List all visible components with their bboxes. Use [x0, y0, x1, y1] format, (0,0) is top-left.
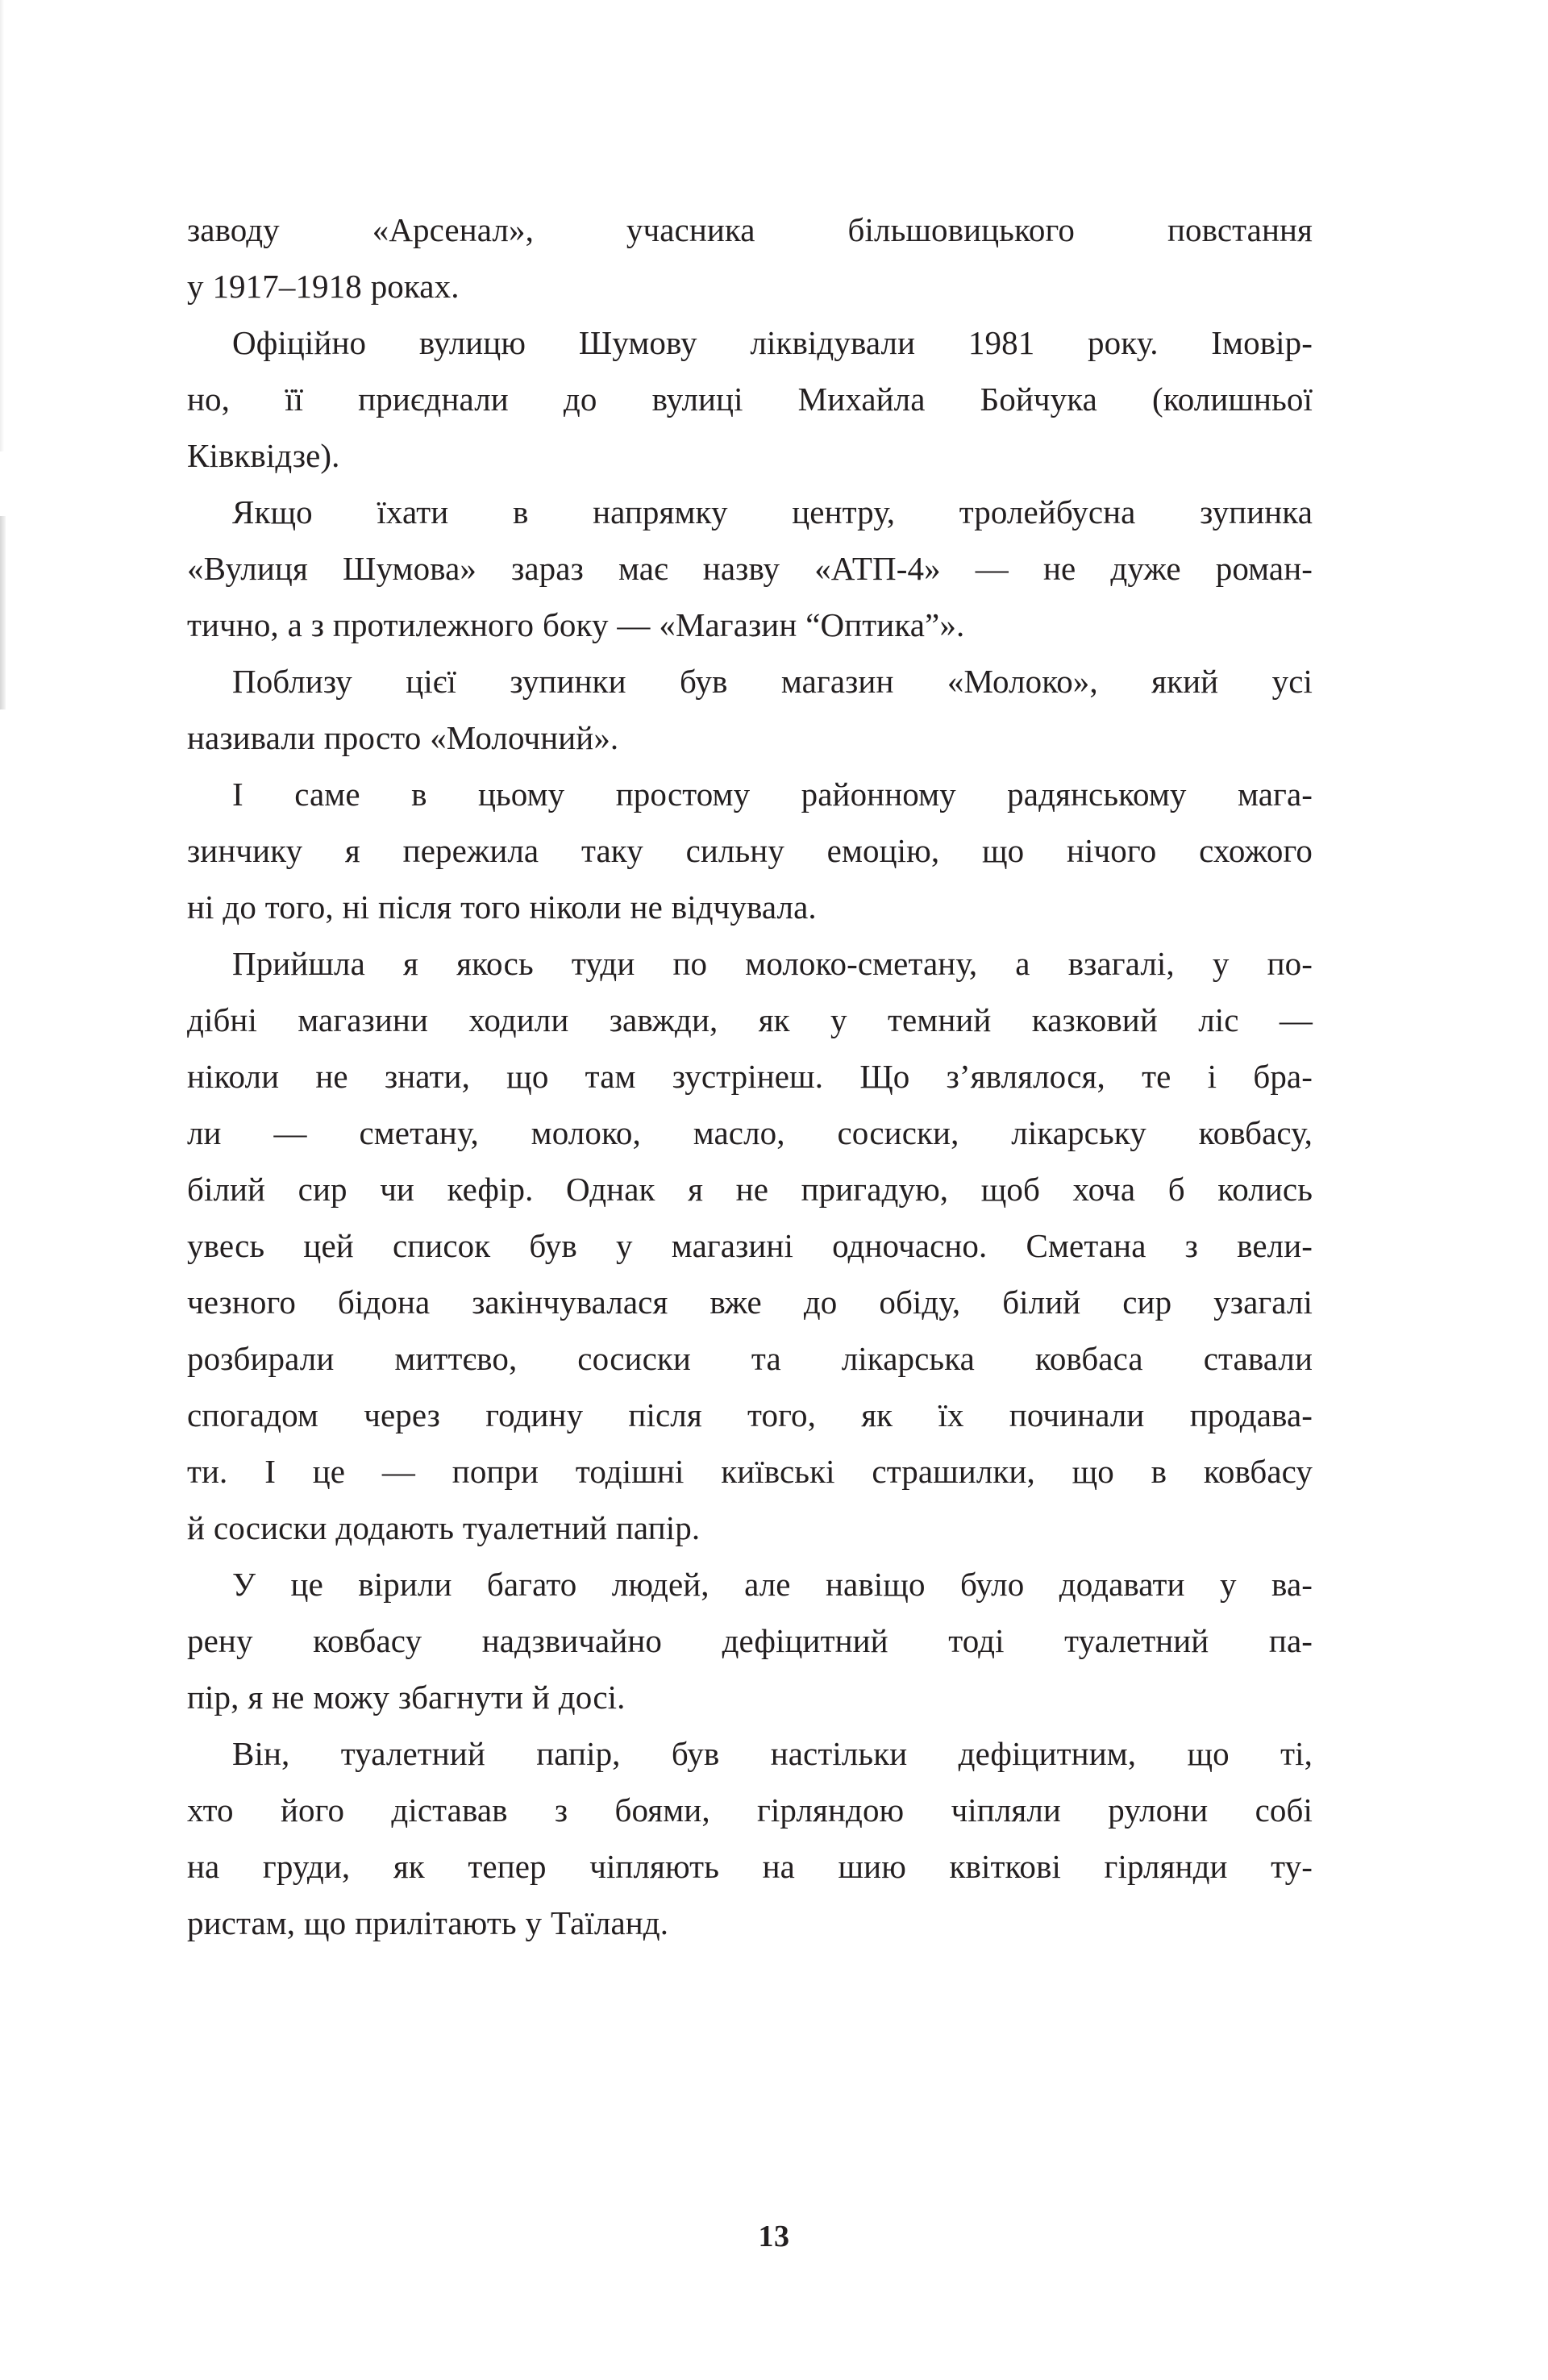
text-line: ристам, що прилітають у Таїланд.	[187, 1904, 669, 1941]
text-line: у 1917–1918 роках.	[187, 268, 460, 305]
text-line: Поблизу цієї зупинки був магазин «Молоко», який усі	[232, 663, 1313, 700]
text-line: У це вірили багато людей, але навіщо було додавати у ва-	[232, 1566, 1313, 1603]
text-line: рену ковбасу надзвичайно дефіцитний тоді туалетний па-	[187, 1622, 1313, 1659]
text-line: спогадом через годину після того, як їх починали продава-	[187, 1396, 1313, 1433]
text-line: чезного бідона закінчувалася вже до обіду, білий сир узагалі	[187, 1284, 1313, 1321]
page-text-body	[187, 202, 1313, 1951]
text-line: но, її приєднали до вулиці Михайла Бойчука (колишньої	[187, 381, 1313, 418]
text-line: Ківквідзе).	[187, 437, 340, 474]
paragraph	[187, 484, 1313, 653]
text-line: заводу «Арсенал», учасника більшовицького повстання	[187, 211, 1313, 248]
text-line: Прийшла я якось туди по молоко-сметану, а взагалі, у по-	[232, 945, 1313, 982]
text-line: І саме в цьому простому районному радянському мага-	[232, 776, 1313, 813]
scan-edge-artifact-top	[0, 0, 4, 451]
paragraph	[187, 935, 1313, 1556]
text-line: на груди, як тепер чіпляють на шию квіткові гірлянди ту-	[187, 1848, 1313, 1885]
paragraph	[187, 202, 1313, 314]
text-line: «Вулиця Шумова» зараз має назву «АТП-4» — не дуже роман-	[187, 550, 1313, 587]
scan-edge-artifact-middle	[0, 516, 6, 709]
text-line: й сосиски додають туалетний папір.	[187, 1509, 701, 1546]
text-line: розбирали миттєво, сосиски та лікарська ковбаса ставали	[187, 1340, 1313, 1377]
paragraph	[187, 1725, 1313, 1951]
page-number: 13	[758, 2220, 790, 2253]
paragraph	[187, 766, 1313, 935]
text-line: хто його діставав з боями, гірляндою чіпляли рулони собі	[187, 1791, 1313, 1829]
paragraph	[187, 1556, 1313, 1725]
text-line: Офіційно вулицю Шумову ліквідували 1981 року. Імовір-	[232, 324, 1313, 361]
text-line: ні до того, ні після того ніколи не відчувала.	[187, 888, 817, 926]
text-line: Якщо їхати в напрямку центру, тролейбусна зупинка	[232, 493, 1313, 531]
text-line: увесь цей список був у магазині одночасно. Сметана з вели-	[187, 1227, 1313, 1264]
text-line: називали просто «Молочний».	[187, 719, 619, 756]
text-line: дібні магазини ходили завжди, як у темний казковий ліс —	[187, 1001, 1313, 1038]
text-line: тично, а з протилежного боку — «Магазин “Оптика”».	[187, 606, 965, 643]
text-line: пір, я не можу збагнути й досі.	[187, 1679, 626, 1716]
paragraph	[187, 653, 1313, 766]
text-line: ти. І це — попри тодішні київські страшилки, що в ковбасу	[187, 1453, 1313, 1490]
text-line: ли — сметану, молоко, масло, сосиски, лікарську ковбасу,	[187, 1114, 1313, 1151]
text-line: білий сир чи кефір. Однак я не пригадую, щоб хоча б колись	[187, 1171, 1313, 1208]
text-line: зинчику я пережила таку сильну емоцію, що нічого схожого	[187, 832, 1313, 869]
paragraph	[187, 314, 1313, 484]
text-line: ніколи не знати, що там зустрінеш. Що з’являлося, те і бра-	[187, 1058, 1313, 1095]
text-line: Він, туалетний папір, був настільки дефіцитним, що ті,	[232, 1735, 1313, 1772]
